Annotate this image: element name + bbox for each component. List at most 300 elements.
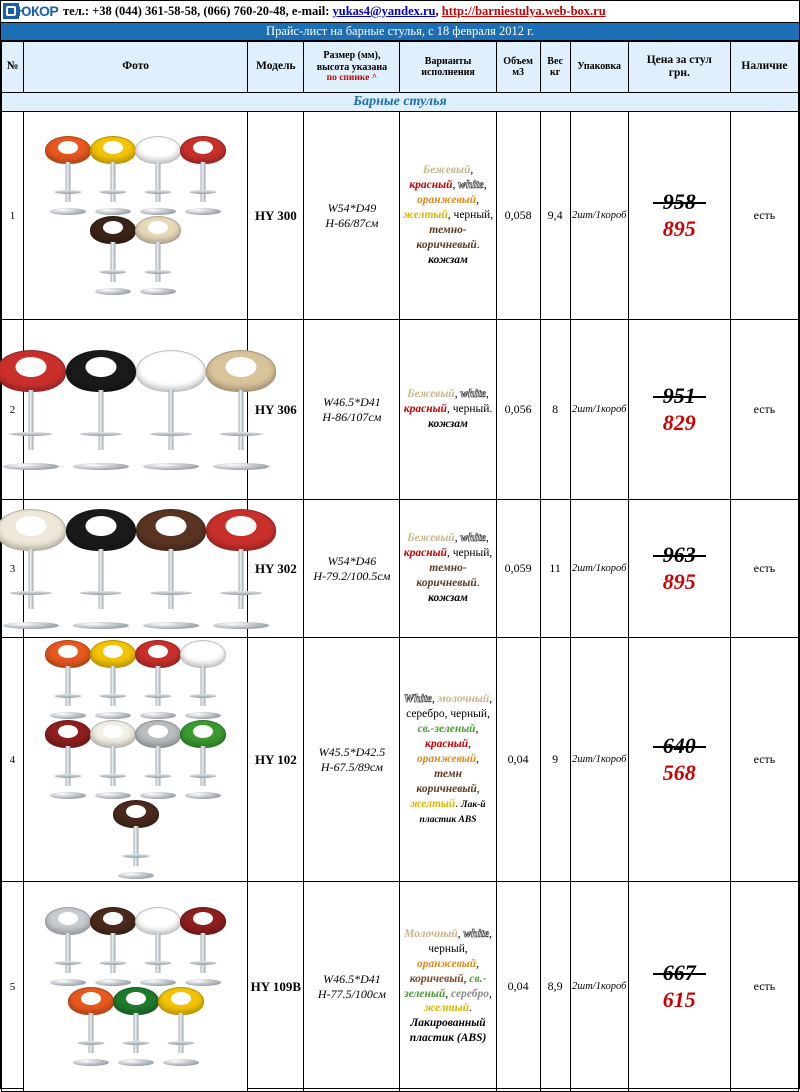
chair-base bbox=[3, 463, 59, 470]
cell-size: W45.5*D42.5 H-67.5/89см bbox=[304, 638, 400, 882]
chair-photo bbox=[67, 350, 135, 470]
chair-photo bbox=[137, 350, 205, 470]
variant-separator: , bbox=[454, 532, 461, 545]
chair-photo bbox=[0, 509, 65, 629]
chair-base bbox=[50, 792, 86, 799]
chair-footrest-ring bbox=[122, 854, 149, 858]
cell-size: W54*D49 H-66/87см bbox=[304, 112, 400, 320]
col-header-model: Модель bbox=[248, 42, 304, 93]
table-body bbox=[2, 93, 799, 1092]
chair-photo bbox=[137, 509, 205, 629]
cell-packing: 2шт/1короб bbox=[570, 882, 628, 1092]
col-header-size-line2: высота указана bbox=[316, 61, 388, 73]
variant-separator: , bbox=[452, 179, 459, 192]
col-header-size-line3: по спинке ^ bbox=[326, 73, 378, 84]
chair-seat-hole bbox=[81, 992, 101, 1005]
chair-footrest-ring bbox=[145, 270, 172, 274]
col-header-price-line2: грн. bbox=[668, 67, 690, 79]
variant-separator: , bbox=[489, 693, 493, 706]
variant-item: Молочный bbox=[404, 927, 458, 940]
cell-availability: есть bbox=[730, 112, 798, 320]
chair-pole bbox=[156, 162, 161, 202]
table-row bbox=[2, 882, 799, 1092]
cell-product-photos bbox=[24, 500, 248, 638]
chair-seat-hole bbox=[103, 912, 123, 925]
logo-text: ЮКОР bbox=[17, 2, 59, 19]
chair-photo bbox=[136, 640, 180, 719]
cell-row-number: 3 bbox=[2, 500, 24, 638]
variant-item: св.-зеленый bbox=[417, 723, 476, 736]
chair-pole bbox=[111, 242, 116, 282]
chair-pole bbox=[98, 549, 103, 609]
variant-item: черный bbox=[452, 547, 490, 560]
variant-separator: . bbox=[455, 797, 462, 810]
cell-weight: 8 bbox=[540, 320, 570, 500]
chair-seat-hole bbox=[126, 805, 146, 818]
chair-footrest-ring bbox=[150, 591, 192, 595]
chair-pole bbox=[201, 933, 206, 973]
variant-item: Бежевый bbox=[422, 164, 471, 177]
chair-photo bbox=[0, 350, 65, 470]
chair-base bbox=[73, 622, 129, 629]
logo-inner-shape-icon bbox=[6, 6, 16, 16]
chair-pole bbox=[111, 933, 116, 973]
cell-product-photos bbox=[24, 112, 248, 320]
chair-photo bbox=[136, 136, 180, 215]
chair-seat-hole bbox=[155, 357, 186, 377]
chair-photo bbox=[159, 987, 203, 1066]
chair-footrest-ring bbox=[190, 961, 217, 965]
price-list-title: Прайс-лист на барные стулья, с 18 февраля 2012 г. bbox=[1, 23, 799, 41]
chair-pole bbox=[66, 933, 71, 973]
cell-volume: 0,058 bbox=[496, 112, 540, 320]
chair-pole bbox=[156, 933, 161, 973]
chair-base bbox=[95, 792, 131, 799]
chair-photo bbox=[46, 640, 90, 719]
cell-price bbox=[628, 320, 730, 500]
chair-pole bbox=[168, 390, 173, 450]
variant-separator: , bbox=[432, 693, 438, 706]
cell-volume: 0,04 bbox=[496, 882, 540, 1092]
chair-footrest-ring bbox=[80, 591, 122, 595]
chair-seat-hole bbox=[148, 912, 168, 925]
cell-variants bbox=[400, 112, 496, 320]
chair-footrest-ring bbox=[100, 694, 127, 698]
variant-separator: , bbox=[476, 194, 479, 207]
old-price: 958 bbox=[653, 190, 706, 214]
chair-base bbox=[140, 208, 176, 215]
col-header-price-line1: Цена за стул bbox=[646, 53, 712, 66]
chair-seat-hole bbox=[225, 516, 256, 536]
variant-item: красный bbox=[403, 403, 447, 416]
chair-photo bbox=[136, 907, 180, 986]
chair-pole bbox=[28, 390, 33, 450]
variant-item: Лакированный пластик (ABS) bbox=[409, 1017, 487, 1045]
col-header-price bbox=[628, 42, 730, 93]
variant-item: молочный bbox=[437, 693, 490, 706]
contact-line bbox=[63, 4, 606, 19]
product-photo-strip bbox=[26, 907, 245, 1066]
chair-footrest-ring bbox=[100, 774, 127, 778]
col-header-variants-line2: исполнения bbox=[421, 67, 475, 78]
cell-weight: 9,4 bbox=[540, 112, 570, 320]
chair-pole bbox=[133, 826, 138, 866]
product-photo-strip bbox=[26, 350, 245, 470]
variant-separator: , bbox=[470, 164, 474, 177]
col-header-weight bbox=[540, 42, 570, 93]
chair-base bbox=[213, 463, 269, 470]
chair-base bbox=[95, 712, 131, 719]
chair-pole bbox=[98, 390, 103, 450]
cell-packing: 2шт/1короб bbox=[570, 112, 628, 320]
contact-separator: , bbox=[435, 4, 442, 18]
chair-seat-hole bbox=[85, 516, 116, 536]
variant-item: white bbox=[460, 532, 487, 545]
chair-photo bbox=[136, 720, 180, 799]
cell-packing: 2шт/1короб bbox=[570, 638, 628, 882]
price-table bbox=[1, 41, 799, 1092]
col-header-volume-line2: м3 bbox=[512, 67, 524, 78]
cell-row-number: 1 bbox=[2, 112, 24, 320]
chair-seat-hole bbox=[58, 141, 78, 154]
variant-separator: , bbox=[486, 532, 489, 545]
variant-item: черный bbox=[452, 403, 490, 416]
chair-base bbox=[140, 792, 176, 799]
chair-seat-hole bbox=[103, 725, 123, 738]
chair-pole bbox=[168, 549, 173, 609]
variant-item: красный bbox=[424, 738, 469, 751]
company-logo bbox=[3, 3, 59, 21]
chair-base bbox=[118, 872, 154, 879]
chair-pole bbox=[66, 666, 71, 706]
chair-footrest-ring bbox=[55, 190, 82, 194]
variant-separator: , bbox=[446, 403, 453, 416]
chair-seat-hole bbox=[225, 357, 256, 377]
cell-size: W46.5*D41 H-86/107см bbox=[304, 320, 400, 500]
chair-footrest-ring bbox=[190, 774, 217, 778]
variant-separator: , bbox=[447, 209, 454, 222]
variant-separator: , bbox=[489, 547, 493, 560]
chair-seat-hole bbox=[58, 645, 78, 658]
chair-base bbox=[95, 979, 131, 986]
chair-photo bbox=[207, 509, 275, 629]
chair-base bbox=[3, 622, 59, 629]
chair-pole bbox=[111, 666, 116, 706]
chair-seat-hole bbox=[148, 141, 168, 154]
variant-separator: . bbox=[476, 576, 480, 589]
cell-price bbox=[628, 112, 730, 320]
variant-item: Бежевый bbox=[407, 388, 455, 401]
cell-packing: 2шт/1короб bbox=[570, 500, 628, 638]
product-photo-strip bbox=[26, 640, 245, 879]
variant-item: черный bbox=[450, 708, 488, 721]
cell-weight: 8,9 bbox=[540, 882, 570, 1092]
chair-base bbox=[50, 712, 86, 719]
chair-seat-hole bbox=[103, 645, 123, 658]
cell-price bbox=[628, 500, 730, 638]
chair-pole bbox=[156, 666, 161, 706]
cell-availability: есть bbox=[730, 638, 798, 882]
variant-item: White bbox=[403, 693, 433, 706]
chair-photo bbox=[181, 907, 225, 986]
variant-item: черный bbox=[453, 209, 491, 222]
variant-separator: , bbox=[468, 738, 472, 751]
cell-variants bbox=[400, 320, 496, 500]
variant-separator: , bbox=[445, 987, 451, 1000]
chair-footrest-ring bbox=[100, 270, 127, 274]
chair-base bbox=[50, 208, 86, 215]
variant-item: Лак-й пластик ABS bbox=[419, 799, 486, 825]
chair-base bbox=[143, 463, 199, 470]
old-price: 667 bbox=[653, 961, 706, 985]
cell-model: HY 300 bbox=[248, 112, 304, 320]
chair-pole bbox=[201, 666, 206, 706]
cell-volume: 0,059 bbox=[496, 500, 540, 638]
cell-availability: есть bbox=[730, 882, 798, 1092]
variant-item: черный bbox=[428, 942, 465, 955]
chair-photo bbox=[181, 640, 225, 719]
chair-photo bbox=[91, 907, 135, 986]
website-link[interactable]: http://barniestulya.web-box.ru bbox=[441, 4, 606, 18]
variant-separator: , bbox=[489, 987, 492, 1000]
chair-pole bbox=[133, 1013, 138, 1053]
table-row bbox=[2, 112, 799, 320]
chair-footrest-ring bbox=[100, 190, 127, 194]
col-header-availability: Наличие bbox=[730, 42, 798, 93]
chair-photo bbox=[69, 987, 113, 1066]
chair-footrest-ring bbox=[190, 694, 217, 698]
cell-size: W46.5*D41 H-77.5/100см bbox=[304, 882, 400, 1092]
col-header-size-line1: Размер (мм), bbox=[323, 50, 381, 62]
chair-pole bbox=[66, 746, 71, 786]
variant-separator: , bbox=[487, 708, 490, 721]
col-header-volume-line1: Объем bbox=[503, 55, 533, 67]
variant-separator: . bbox=[489, 403, 493, 416]
chair-footrest-ring bbox=[220, 591, 262, 595]
chair-base bbox=[163, 1059, 199, 1066]
variant-separator: , bbox=[476, 957, 479, 970]
chair-seat-hole bbox=[148, 725, 168, 738]
chair-footrest-ring bbox=[10, 432, 52, 436]
cell-weight: 9 bbox=[540, 638, 570, 882]
chair-base bbox=[95, 208, 131, 215]
cell-variants bbox=[400, 500, 496, 638]
chair-base bbox=[143, 622, 199, 629]
chair-seat-hole bbox=[126, 992, 146, 1005]
variant-separator: , bbox=[489, 927, 492, 940]
variant-item: оранжевый bbox=[417, 753, 477, 766]
cell-price bbox=[628, 638, 730, 882]
chair-base bbox=[73, 1059, 109, 1066]
cell-availability: есть bbox=[730, 320, 798, 500]
chair-photo bbox=[46, 720, 90, 799]
chair-pole bbox=[201, 162, 206, 202]
chair-footrest-ring bbox=[80, 432, 122, 436]
chair-seat-hole bbox=[103, 221, 123, 234]
chair-footrest-ring bbox=[100, 961, 127, 965]
old-price: 951 bbox=[653, 384, 706, 408]
chair-seat-hole bbox=[193, 645, 213, 658]
chair-footrest-ring bbox=[122, 1041, 149, 1045]
cell-row-number: 2 bbox=[2, 320, 24, 500]
variant-separator: , bbox=[490, 209, 494, 222]
col-header-variants bbox=[400, 42, 496, 93]
chair-photo bbox=[91, 640, 135, 719]
chair-base bbox=[118, 1059, 154, 1066]
chair-photo bbox=[91, 136, 135, 215]
cell-variants bbox=[400, 638, 496, 882]
contact-phones: тел.: +38 (044) 361-58-58, (066) 760-20-48, e-mail: bbox=[63, 4, 333, 18]
cell-weight: 11 bbox=[540, 500, 570, 638]
variant-separator: . bbox=[469, 1002, 472, 1015]
chair-base bbox=[50, 979, 86, 986]
variant-item: желтый bbox=[410, 797, 456, 810]
variant-item: темно-коричневый bbox=[416, 562, 477, 589]
cell-availability: есть bbox=[730, 500, 798, 638]
variant-item: св.-зеленый bbox=[404, 972, 487, 1000]
chair-base bbox=[140, 288, 176, 295]
chair-pole bbox=[201, 746, 206, 786]
variant-separator: , bbox=[483, 179, 487, 192]
old-price: 640 bbox=[653, 734, 706, 758]
col-header-num: № bbox=[2, 42, 24, 93]
chair-footrest-ring bbox=[150, 432, 192, 436]
col-header-weight-line2: кг bbox=[549, 67, 561, 78]
variant-separator: , bbox=[457, 927, 464, 940]
col-header-volume bbox=[496, 42, 540, 93]
chair-footrest-ring bbox=[77, 1041, 104, 1045]
variant-item: желтый bbox=[402, 209, 448, 222]
chair-base bbox=[185, 712, 221, 719]
chair-seat-hole bbox=[103, 141, 123, 154]
chair-footrest-ring bbox=[220, 432, 262, 436]
chair-footrest-ring bbox=[145, 694, 172, 698]
chair-photo bbox=[46, 136, 90, 215]
variant-item: коричевый bbox=[409, 972, 464, 985]
variant-item: white bbox=[463, 927, 490, 940]
email-link[interactable]: yukas4@yandex.ru bbox=[332, 4, 436, 18]
variant-separator: , bbox=[446, 547, 453, 560]
chair-photo bbox=[46, 907, 90, 986]
table-row bbox=[2, 500, 799, 638]
chair-base bbox=[140, 979, 176, 986]
chair-footrest-ring bbox=[190, 190, 217, 194]
chair-photo bbox=[181, 720, 225, 799]
cell-model: HY 102 bbox=[248, 638, 304, 882]
cell-model: HY 306 bbox=[248, 320, 304, 500]
variant-item: серебро bbox=[451, 987, 489, 1000]
table-row bbox=[2, 320, 799, 500]
col-header-photo: Фото bbox=[24, 42, 248, 93]
variant-separator: , bbox=[475, 723, 479, 736]
chair-base bbox=[185, 208, 221, 215]
cell-product-photos bbox=[24, 882, 248, 1092]
cell-packing: 2шт/1короб bbox=[570, 320, 628, 500]
chair-pole bbox=[28, 549, 33, 609]
variant-separator: , bbox=[444, 708, 451, 721]
chair-seat-hole bbox=[148, 645, 168, 658]
col-header-weight-line1: Вес bbox=[547, 55, 563, 67]
chair-photo bbox=[114, 987, 158, 1066]
variant-item: кожзам bbox=[428, 591, 468, 604]
chair-photo bbox=[91, 720, 135, 799]
chair-seat-hole bbox=[148, 221, 168, 234]
chair-base bbox=[185, 979, 221, 986]
chair-seat-hole bbox=[58, 912, 78, 925]
variant-item: white bbox=[458, 179, 484, 192]
chair-base bbox=[185, 792, 221, 799]
cell-model: HY 109B bbox=[248, 882, 304, 1092]
variant-item: оранжевый bbox=[417, 194, 477, 207]
variant-separator: , bbox=[464, 942, 468, 955]
section-header-row bbox=[2, 93, 799, 112]
chair-base bbox=[73, 463, 129, 470]
variant-item: оранжевый bbox=[417, 957, 477, 970]
variant-separator: , bbox=[476, 782, 480, 795]
variant-item: красный bbox=[409, 179, 453, 192]
chair-pole bbox=[238, 549, 243, 609]
chair-pole bbox=[111, 162, 116, 202]
chair-seat-hole bbox=[85, 357, 116, 377]
chair-photo bbox=[207, 350, 275, 470]
variant-item: серебро bbox=[406, 708, 445, 721]
cell-row-number: 5 bbox=[2, 882, 24, 1092]
chair-photo bbox=[67, 509, 135, 629]
chair-seat-hole bbox=[193, 141, 213, 154]
chair-pole bbox=[156, 242, 161, 282]
chair-pole bbox=[238, 390, 243, 450]
col-header-packing: Упаковка bbox=[570, 42, 628, 93]
chair-seat-hole bbox=[155, 516, 186, 536]
variant-item: кожзам bbox=[428, 417, 468, 430]
chair-seat-hole bbox=[193, 912, 213, 925]
variant-item: темно-коричневый bbox=[416, 223, 477, 251]
cell-volume: 0,04 bbox=[496, 638, 540, 882]
chair-footrest-ring bbox=[145, 961, 172, 965]
product-photo-strip bbox=[26, 509, 245, 629]
variant-item: кожзам bbox=[428, 253, 468, 266]
product-photo-strip bbox=[26, 136, 245, 295]
chair-seat-hole bbox=[193, 725, 213, 738]
variant-separator: , bbox=[476, 753, 479, 766]
col-header-variants-line1: Варианты bbox=[424, 55, 472, 67]
new-price: 568 bbox=[662, 759, 696, 785]
chair-photo bbox=[114, 800, 158, 879]
chair-photo bbox=[91, 216, 135, 295]
header-contact-bar bbox=[1, 1, 799, 23]
variant-item: красный bbox=[403, 547, 447, 560]
chair-seat-hole bbox=[58, 725, 78, 738]
cell-row-number: 4 bbox=[2, 638, 24, 882]
cell-size: W54*D46 H-79.2/100.5см bbox=[304, 500, 400, 638]
chair-footrest-ring bbox=[167, 1041, 194, 1045]
old-price: 963 bbox=[653, 543, 706, 567]
variant-item: желтый bbox=[424, 1002, 469, 1015]
chair-pole bbox=[66, 162, 71, 202]
chair-footrest-ring bbox=[55, 694, 82, 698]
cell-variants bbox=[400, 882, 496, 1092]
new-price: 829 bbox=[662, 409, 696, 435]
cell-model: HY 302 bbox=[248, 500, 304, 638]
new-price: 895 bbox=[662, 568, 696, 594]
chair-base bbox=[95, 288, 131, 295]
variant-item: темн коричневый bbox=[416, 767, 477, 795]
new-price: 895 bbox=[662, 215, 696, 241]
col-header-size bbox=[304, 42, 400, 93]
chair-photo bbox=[136, 216, 180, 295]
chair-footrest-ring bbox=[145, 190, 172, 194]
cell-product-photos bbox=[24, 638, 248, 882]
